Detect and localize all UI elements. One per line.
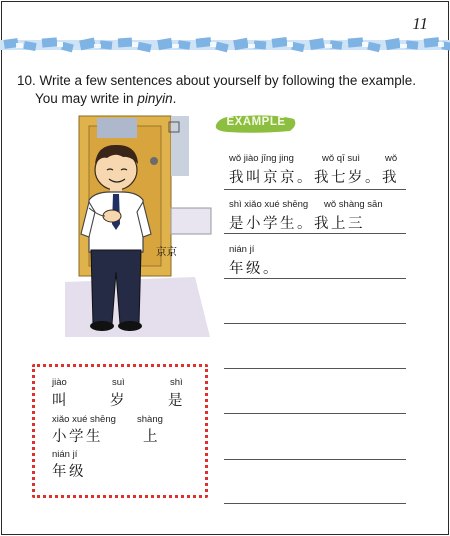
decorative-border-strip bbox=[0, 34, 450, 56]
example-hanzi: 年级。 bbox=[229, 261, 280, 277]
vocab-pinyin: shì bbox=[170, 377, 183, 388]
writing-line[interactable] bbox=[224, 459, 406, 460]
vocab-pinyin: nián jí bbox=[52, 449, 78, 460]
question-prompt: 10. Write a few sentences about yourself by following the example. bbox=[17, 73, 416, 88]
vocab-hanzi: 叫 bbox=[52, 393, 69, 409]
vocab-pinyin: suì bbox=[112, 377, 125, 388]
writing-line bbox=[224, 278, 406, 279]
writing-line[interactable] bbox=[224, 323, 406, 324]
example-pinyin: wǒ jiào jīng jing bbox=[229, 153, 294, 164]
writing-line[interactable] bbox=[224, 413, 406, 414]
vocab-hanzi: 是 bbox=[168, 393, 185, 409]
vocab-pinyin: jiào bbox=[52, 377, 67, 388]
example-pinyin: wǒ bbox=[385, 153, 398, 164]
writing-line[interactable] bbox=[224, 503, 406, 504]
question-10 bbox=[17, 72, 437, 108]
writing-line bbox=[224, 233, 406, 234]
example-hanzi: 是小学生。我上三 bbox=[229, 216, 365, 232]
example-pinyin: wǒ qī suì bbox=[322, 153, 361, 164]
vocab-hanzi: 小学生 bbox=[52, 429, 103, 445]
question-note: You may write in pinyin. bbox=[35, 91, 177, 106]
writing-line bbox=[224, 189, 406, 190]
boy-illustration bbox=[65, 112, 213, 352]
page-number: 11 bbox=[412, 14, 428, 33]
example-pinyin: shì xiǎo xué shēng bbox=[229, 199, 309, 210]
writing-line[interactable] bbox=[224, 368, 406, 369]
illustration-caption: 京京 bbox=[156, 246, 177, 258]
example-hanzi: 我叫京京。我七岁。我 bbox=[229, 170, 399, 186]
vocab-pinyin: shàng bbox=[137, 414, 163, 425]
vocab-pinyin: xiǎo xué shēng bbox=[52, 414, 116, 425]
vocab-hanzi: 上 bbox=[143, 429, 160, 445]
example-badge: EXAMPLE bbox=[226, 116, 286, 128]
vocab-hanzi: 年级 bbox=[52, 464, 86, 480]
vocab-hanzi: 岁 bbox=[110, 393, 127, 409]
example-pinyin: wǒ shàng sān bbox=[324, 199, 383, 210]
example-pinyin: nián jí bbox=[229, 244, 255, 255]
